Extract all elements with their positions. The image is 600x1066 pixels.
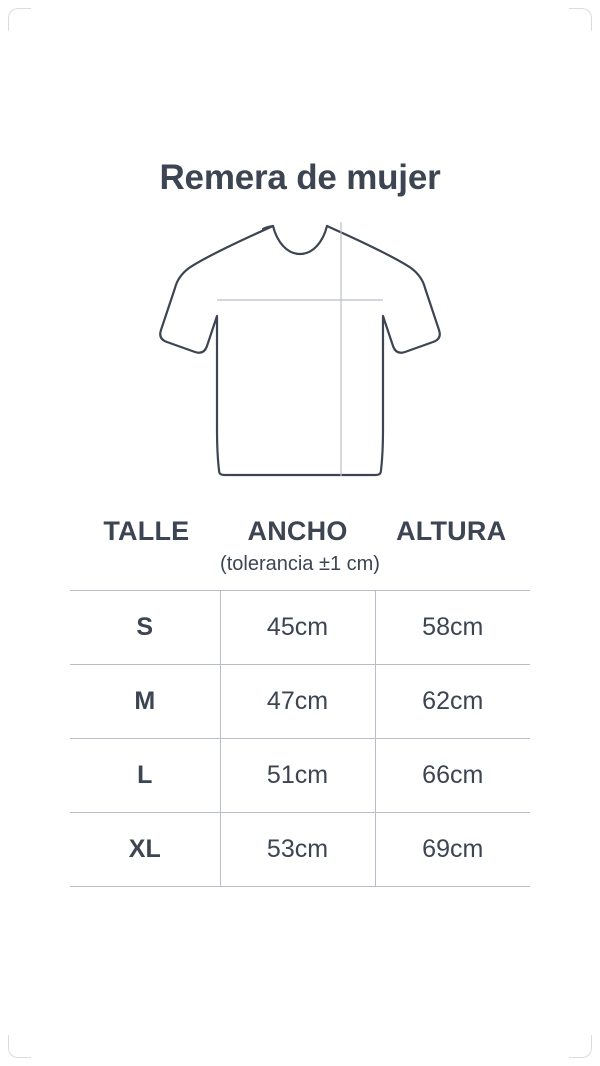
cell-width: 53cm	[220, 813, 375, 887]
tolerance-note: (tolerancia ±1 cm)	[220, 553, 380, 575]
cell-height: 69cm	[375, 813, 530, 887]
cell-size: M	[70, 665, 220, 739]
cell-size: S	[70, 591, 220, 665]
tshirt-illustration	[0, 218, 600, 488]
card-corner-bottom-left	[8, 1035, 31, 1058]
column-header-ancho: ANCHO	[247, 516, 348, 546]
womens-tshirt-outline-icon	[155, 218, 445, 483]
table-row	[70, 591, 530, 665]
cell-width: 45cm	[220, 591, 375, 665]
size-table-header	[70, 516, 530, 547]
cell-height: 62cm	[375, 665, 530, 739]
card-corner-top-right	[569, 8, 592, 31]
cell-height: 58cm	[375, 591, 530, 665]
card-corner-bottom-right	[569, 1035, 592, 1058]
table-row	[70, 813, 530, 887]
column-header-talle: TALLE	[103, 516, 190, 546]
table-row	[70, 739, 530, 813]
size-table-body	[70, 590, 530, 887]
table-row	[70, 665, 530, 739]
cell-width: 47cm	[220, 665, 375, 739]
card-corner-top-left	[8, 8, 31, 31]
column-header-altura: ALTURA	[396, 516, 507, 546]
page-title: Remera de mujer	[159, 158, 441, 197]
cell-size: XL	[70, 813, 220, 887]
cell-size: L	[70, 739, 220, 813]
size-table	[70, 516, 530, 887]
cell-width: 51cm	[220, 739, 375, 813]
cell-height: 66cm	[375, 739, 530, 813]
